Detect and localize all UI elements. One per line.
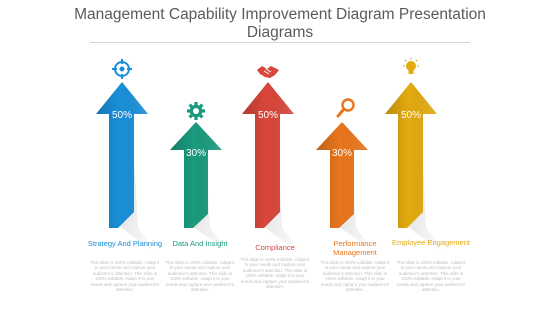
arrow-compliance bbox=[242, 82, 302, 255]
arrow-strategy-and-planning bbox=[96, 82, 158, 255]
description-employee-engagement: This slide is 100% editable. Adapt it to your needs and capture your audience's attention. This slide is 100% editable. Adapt it to your needs and capture your audience's attention. bbox=[396, 260, 466, 293]
description-data-and-insight: This slide is 100% editable. Adapt it to your needs and capture your audience's attention. This slide is 100% editable. Adapt it to your needs and capture your audience's attention. bbox=[165, 260, 235, 293]
magnifier-icon bbox=[338, 100, 354, 117]
label-compliance: Compliance bbox=[255, 243, 295, 252]
percent-label: 50% bbox=[400, 110, 422, 121]
gear-icon bbox=[187, 102, 205, 120]
arrow-employee-engagement bbox=[385, 82, 446, 255]
percent-label: 30% bbox=[331, 148, 353, 159]
arrow-performance-management bbox=[316, 122, 376, 252]
handshake-icon bbox=[257, 66, 279, 78]
target-icon bbox=[112, 59, 132, 79]
percent-label: 30% bbox=[185, 148, 207, 159]
label-employee-engagement: Employee Engagement bbox=[392, 238, 470, 247]
description-compliance: This slide is 100% editable. Adapt it to your needs and capture your audience's attention. This slide is 100% editable. Adapt it to your needs and capture your audience's attention. bbox=[240, 257, 310, 290]
page-title: Management Capability Improvement Diagram Presentation Diagrams bbox=[74, 6, 486, 41]
description-performance-management: This slide is 100% editable. Adapt it to your needs and capture your audience's attention. This slide is 100% editable. Adapt it to your needs and capture your audience's attention. bbox=[320, 260, 390, 293]
percent-label: 50% bbox=[257, 110, 279, 121]
arrow-data-and-insight bbox=[170, 122, 230, 252]
percent-label: 50% bbox=[111, 110, 133, 121]
lightbulb-icon bbox=[403, 58, 419, 74]
description-strategy-and-planning: This slide is 100% editable. Adapt it to your needs and capture your audience's attention. This slide is 100% editable. Adapt it to your needs and capture your audience's attention. bbox=[90, 260, 160, 293]
label-performance-management: Performance Management bbox=[333, 239, 377, 257]
label-data-and-insight: Data And Insight bbox=[172, 239, 228, 248]
label-strategy-and-planning: Strategy And Planning bbox=[87, 239, 163, 248]
